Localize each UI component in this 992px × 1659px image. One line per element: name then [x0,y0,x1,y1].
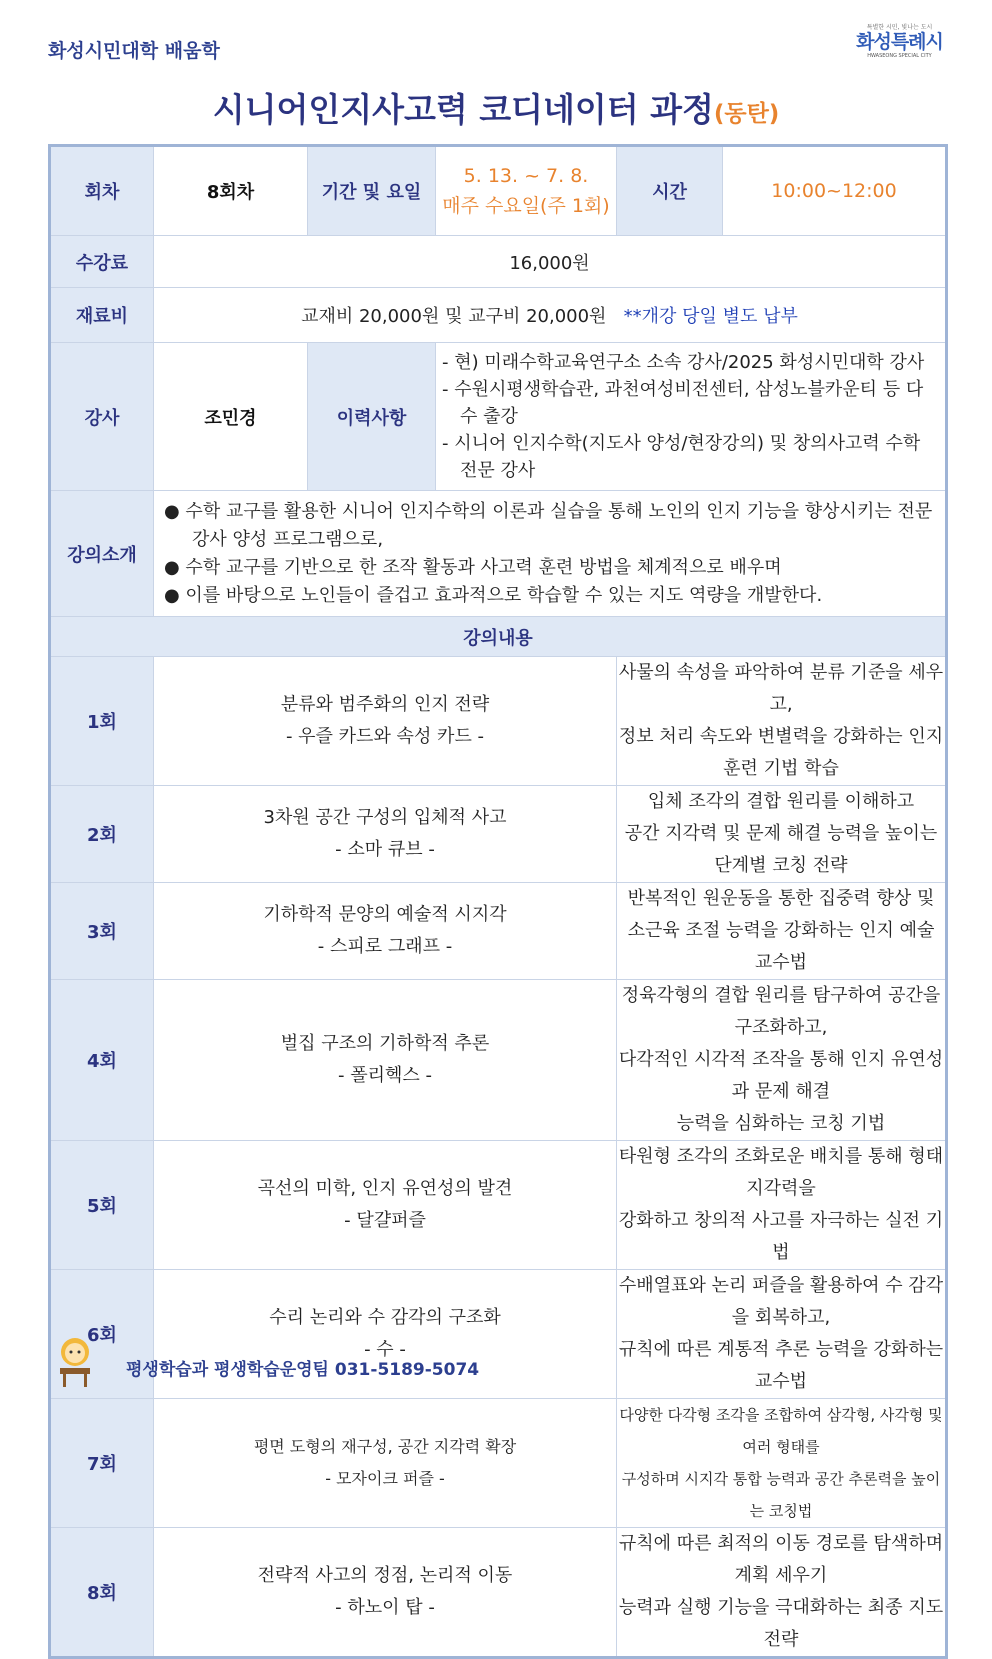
desc-line: 규칙에 따른 계통적 추론 능력을 강화하는 교수법 [618,1339,944,1392]
city-logo [852,22,947,66]
topic-tool: - 소마 큐브 - [335,839,435,860]
topic-title: 벌집 구조의 기하학적 추론 [280,1033,490,1054]
material-label: 재료비 [50,288,154,343]
desc-line: 구성하며 시지각 통합 능력과 공간 추론력을 높이는 코칭법 [621,1470,941,1520]
lecture-topic [154,657,617,786]
lecture-desc [617,1270,947,1399]
career-item: - 수원시평생학습관, 과천여성비전센터, 삼성노블카운티 등 다수 출강 [442,379,924,427]
lecture-topic [154,1528,617,1658]
instructor-name: 조민경 [154,343,308,491]
footer-contact: 평생학습과 평생학습운영팀 031-5189-5074 [126,1360,480,1380]
material-cost: 교재비 20,000원 및 교구비 20,000원 [301,306,607,327]
topic-tool: - 수 - [364,1339,406,1360]
desc-line: 강화하고 창의적 사고를 자극하는 실전 기법 [618,1210,944,1263]
lecture-no: 4회 [50,980,154,1141]
topic-tool: - 우즐 카드와 속성 카드 - [285,726,485,747]
desc-line: 타원형 조각의 조화로운 배치를 통해 형태 지각력을 [618,1146,944,1199]
logo-name: 화성특례시 [856,31,943,53]
time-label: 시간 [617,146,723,236]
lecture-desc [617,1399,947,1528]
career-list [436,343,947,491]
topic-title: 3차원 공간 구성의 입체적 사고 [263,807,507,828]
career-label: 이력사항 [308,343,436,491]
topic-tool: - 하노이 탑 - [335,1597,435,1618]
desc-line: 반복적인 원운동을 통한 집중력 향상 및 [627,888,935,909]
session-label: 회차 [50,146,154,236]
topic-title: 분류와 범주화의 인지 전략 [280,694,490,715]
period-label: 기간 및 요일 [308,146,436,236]
period-days: 매주 수요일(주 1회) [442,195,610,217]
lecture-desc [617,883,947,980]
desc-line: 수배열표와 논리 퍼즐을 활용하여 수 감각을 회복하고, [618,1275,944,1328]
desc-line: 능력과 실행 기능을 극대화하는 최종 지도 전략 [618,1597,944,1650]
content-header: 강의내용 [50,617,947,657]
university-title: 화성시민대학 배움학 [48,40,220,62]
desc-line: 능력을 심화하는 코칭 기법 [676,1113,886,1134]
lecture-topic [154,883,617,980]
intro-list [154,491,947,617]
page-title [0,84,992,131]
period-value [436,146,617,236]
lecture-desc [617,1141,947,1270]
intro-item: ● 수학 교구를 기반으로 한 조작 활동과 사고력 훈련 방법을 체계적으로 배우며 [164,556,782,578]
logo-en: HWASEONG SPECIAL CITY [867,53,932,59]
lecture-no: 3회 [50,883,154,980]
period-dates: 5. 13. ~ 7. 8. [463,165,589,187]
desc-line: 다양한 다각형 조각을 조합하여 삼각형, 사각형 및 여러 형태를 [619,1406,943,1456]
topic-title: 평면 도형의 재구성, 공간 지각력 확장 [253,1437,517,1456]
fee-label: 수강료 [50,236,154,288]
topic-tool: - 폴리헥스 - [338,1065,432,1086]
desc-line: 규칙에 따른 최적의 이동 경로를 탐색하며 계획 세우기 [618,1533,944,1586]
lecture-desc [617,657,947,786]
intro-label: 강의소개 [50,491,154,617]
career-item: - 현) 미래수학교육연구소 소속 강사/2025 화성시민대학 강사 [442,352,925,373]
lecture-no: 1회 [50,657,154,786]
desc-line: 입체 조각의 결합 원리를 이해하고 [647,791,915,812]
lecture-desc [617,786,947,883]
desc-line: 공간 지각력 및 문제 해결 능력을 높이는 단계별 코칭 전략 [624,823,938,876]
title-main: 시니어인지사고력 코디네이터 과정 [212,90,714,129]
topic-title: 전략적 사고의 정점, 논리적 이동 [257,1565,513,1586]
mascot-icon [54,1336,96,1388]
lecture-no: 6회 [50,1270,154,1399]
material-value [154,288,947,343]
lecture-desc [617,980,947,1141]
desc-line: 사물의 속성을 파악하여 분류 기준을 세우고, [618,662,944,715]
lecture-no: 5회 [50,1141,154,1270]
lecture-no: 8회 [50,1528,154,1658]
lecture-topic [154,1399,617,1528]
intro-item: ● 이를 바탕으로 노인들이 즐겁고 효과적으로 학습할 수 있는 지도 역량을 개발한다. [164,584,823,606]
desc-line: 정보 처리 속도와 변별력을 강화하는 인지 훈련 기법 학습 [618,726,944,779]
lecture-no: 7회 [50,1399,154,1528]
career-item: - 시니어 인지수학(지도사 양성/현장강의) 및 창의사고력 수학 전문 강사 [442,433,921,481]
intro-item: ● 수학 교구를 활용한 시니어 인지수학의 이론과 실습을 통해 노인의 인지 기능을 향상시키는 전문 강사 양성 프로그램으로, [164,500,933,550]
time-value: 10:00~12:00 [723,146,947,236]
topic-title: 기하학적 문양의 예술적 시지각 [263,904,507,925]
desc-line: 정육각형의 결합 원리를 탐구하여 공간을 구조화하고, [621,985,941,1038]
lecture-topic [154,1141,617,1270]
session-value: 8회차 [154,146,308,236]
topic-tool: - 모자이크 퍼즐 - [325,1469,445,1488]
lecture-topic [154,980,617,1141]
desc-line: 소근육 조절 능력을 강화하는 인지 예술 교수법 [627,920,935,973]
course-table [48,144,948,1659]
instructor-label: 강사 [50,343,154,491]
topic-tool: - 스피로 그래프 - [317,936,453,957]
material-note: **개강 당일 별도 납부 [623,306,798,327]
lecture-no: 2회 [50,786,154,883]
lecture-desc [617,1528,947,1658]
topic-tool: - 달걀퍼즐 [344,1210,426,1231]
desc-line: 다각적인 시각적 조작을 통해 인지 유연성과 문제 해결 [618,1049,944,1102]
topic-title: 수리 논리와 수 감각의 구조화 [269,1307,501,1328]
title-sub: (동탄) [713,101,780,127]
lecture-topic [154,786,617,883]
topic-title: 곡선의 미학, 인지 유연성의 발견 [257,1178,513,1199]
fee-value: 16,000원 [154,236,947,288]
logo-tagline: 특별한 시민, 빛나는 도시 [866,24,933,31]
